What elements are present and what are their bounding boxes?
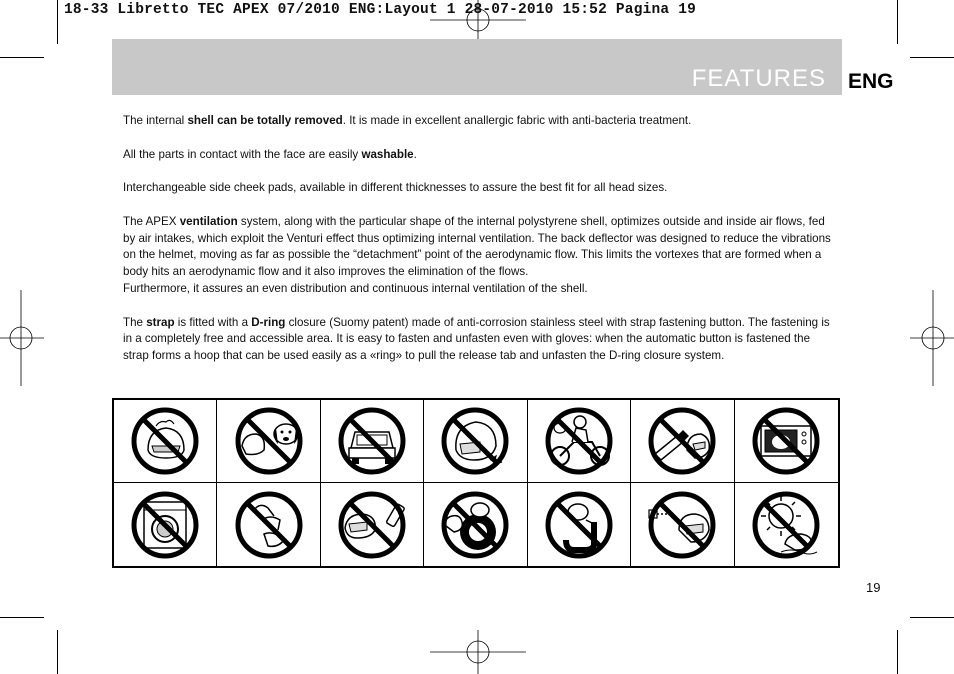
warning-cell — [631, 400, 734, 483]
warning-cell — [114, 483, 217, 566]
crop-mark — [57, 0, 58, 44]
text-run: The — [123, 315, 147, 329]
warning-pictogram-grid — [112, 398, 840, 568]
print-slug: 18-33 Libretto TEC APEX 07/2010 ENG:Layout 1 28-07-2010 15:52 Pagina 19 — [64, 2, 697, 18]
warning-cell — [735, 483, 838, 566]
warning-cell — [424, 400, 527, 483]
text-run: is fitted with a — [174, 315, 252, 329]
text-run: The APEX — [123, 214, 180, 228]
crop-mark — [57, 630, 58, 674]
no-hanging-on-handlebar-icon — [544, 490, 614, 560]
warning-cell — [321, 400, 424, 483]
text-run: . — [413, 147, 417, 161]
page-number: 19 — [866, 580, 881, 595]
paragraph-shell — [123, 113, 833, 130]
warning-cell — [424, 483, 527, 566]
no-dog-chewing-icon — [234, 406, 304, 476]
warning-cell — [114, 400, 217, 483]
registration-mark-icon — [430, 0, 526, 40]
no-helmet-impact-icon — [440, 406, 510, 476]
text-run: All the parts in contact with the face are easily — [123, 147, 362, 161]
registration-mark-icon — [0, 290, 44, 386]
text-run: The internal — [123, 114, 188, 127]
paragraph-ventilation — [123, 214, 833, 281]
warning-cell — [321, 483, 424, 566]
features-text — [123, 113, 833, 382]
warning-cell — [217, 483, 320, 566]
crop-mark — [910, 617, 954, 618]
paragraph-distribution — [123, 281, 833, 298]
section-title: FEATURES — [691, 65, 826, 92]
paragraph-washable — [123, 147, 833, 164]
text-run: system, along with the particular shape of the internal polystyrene shell, optimizes outside and inside air flows, fed by air intakes, which exploit the Venturi effect thus optimizing internal ventilation. The back deflector was designed to reduce the vibrations on the helmet, moving as far as possible the “detachment” point of the aerodynamic flow. This limits the vortexes that are formed when a body hits an aerodynamic flow and it also improves the elimination of the flows. — [123, 214, 831, 279]
crop-mark — [0, 617, 44, 618]
registration-mark-icon — [910, 290, 954, 386]
emphasis: strap — [146, 315, 175, 329]
emphasis: ventilation — [179, 214, 238, 228]
text-run: . It is made in excellent anallergic fabric with anti-bacteria treatment. — [342, 114, 692, 127]
language-tag: ENG — [848, 70, 894, 93]
no-aerosol-spray-icon — [337, 490, 407, 560]
no-painting-icon — [234, 490, 304, 560]
crop-mark — [897, 0, 898, 44]
no-microwave-icon — [751, 406, 821, 476]
section-header-band — [112, 39, 842, 95]
no-hanging-on-motorcycle-icon — [544, 406, 614, 476]
emphasis: washable — [361, 147, 414, 161]
emphasis: shell can be totally removed — [187, 114, 343, 127]
no-sun-exposure-icon — [751, 490, 821, 560]
warning-cell — [528, 483, 631, 566]
paragraph-cheek-pads — [123, 180, 833, 197]
warning-cell — [631, 483, 734, 566]
crop-mark — [910, 57, 954, 58]
no-crushing-helmet-icon — [130, 406, 200, 476]
paragraph-strap — [123, 315, 833, 365]
warning-cell — [528, 400, 631, 483]
warning-cell — [217, 400, 320, 483]
crop-mark — [897, 630, 898, 674]
text-run: Furthermore, it assures an even distribution and continuous internal ventilation of the shell. — [123, 281, 588, 295]
no-washing-machine-icon — [130, 490, 200, 560]
no-heat-gun-icon — [647, 490, 717, 560]
no-car-exhaust-icon — [337, 406, 407, 476]
emphasis: D-ring — [251, 315, 286, 329]
text-run: closure (Suomy patent) made of anti-corrosion stainless steel with strap fastening button. The fastening is in a completely free and accessible area. It is easy to fasten and unfasten even with gloves: when the automatic button is fastened the strap forms a hoop that can be used easily as a «ring» to pull the release tab and unfasten the D-ring closure system. — [123, 315, 830, 363]
crop-mark — [0, 57, 44, 58]
no-solvent-spray-icon — [647, 406, 717, 476]
no-hanging-on-wheel-icon — [440, 490, 510, 560]
warning-cell — [735, 400, 838, 483]
text-run: Interchangeable side cheek pads, available in different thicknesses to assure the best fit for all head sizes. — [123, 181, 668, 195]
registration-mark-icon — [430, 630, 526, 674]
